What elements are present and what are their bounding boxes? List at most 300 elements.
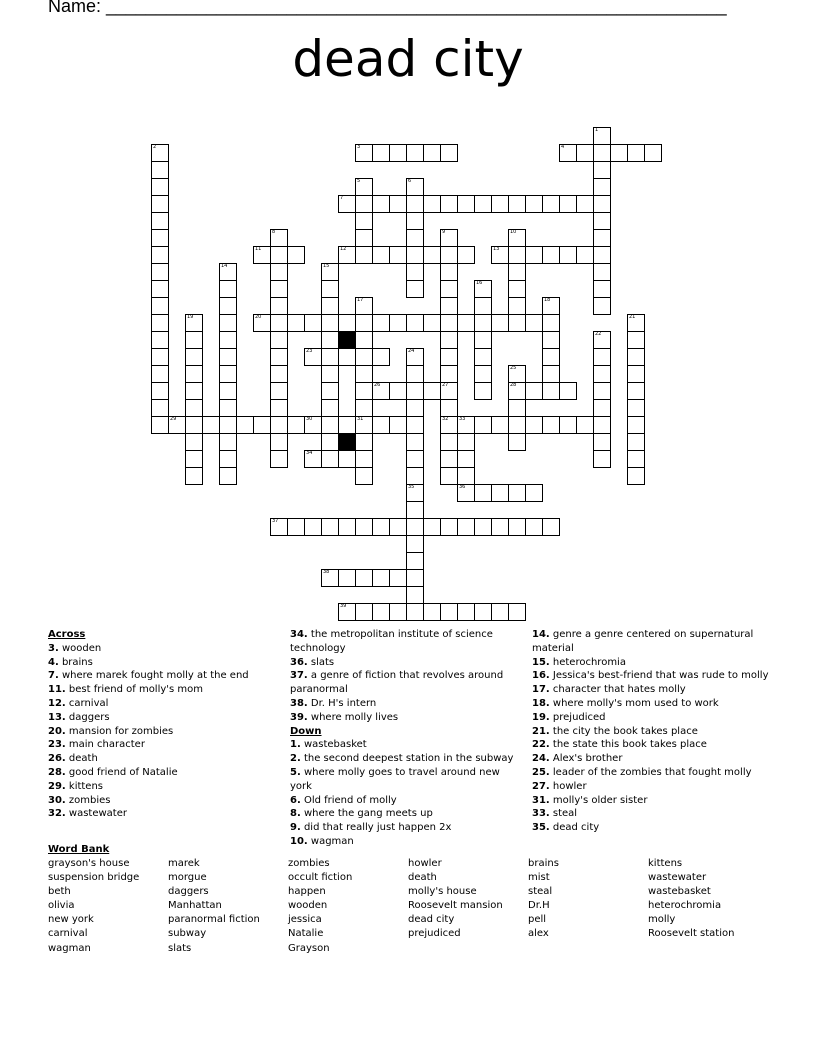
- grid-cell[interactable]: [559, 382, 577, 400]
- grid-cell[interactable]: [491, 518, 509, 536]
- grid-cell[interactable]: [406, 144, 424, 162]
- grid-cell[interactable]: [372, 382, 390, 400]
- grid-cell[interactable]: [491, 484, 509, 502]
- grid-cell[interactable]: [627, 416, 645, 434]
- grid-cell[interactable]: [474, 280, 492, 298]
- grid-cell[interactable]: [474, 382, 492, 400]
- grid-cell[interactable]: [389, 382, 407, 400]
- grid-cell[interactable]: [151, 416, 169, 434]
- grid-cell[interactable]: [508, 246, 526, 264]
- grid-cell[interactable]: [474, 484, 492, 502]
- grid-cell[interactable]: [593, 382, 611, 400]
- grid-cell[interactable]: [559, 246, 577, 264]
- grid-cell[interactable]: [236, 416, 254, 434]
- grid-cell[interactable]: [440, 450, 458, 468]
- grid-cell[interactable]: [406, 246, 424, 264]
- grid-cell[interactable]: [151, 229, 169, 247]
- grid-cell[interactable]: [151, 246, 169, 264]
- grid-cell[interactable]: [372, 314, 390, 332]
- grid-cell[interactable]: [270, 433, 288, 451]
- grid-cell[interactable]: [151, 382, 169, 400]
- clue-number-label: 9.: [290, 822, 301, 834]
- grid-cell[interactable]: [593, 229, 611, 247]
- grid-cell[interactable]: [440, 314, 458, 332]
- grid-cell[interactable]: [406, 552, 424, 570]
- grid-cell[interactable]: [389, 603, 407, 621]
- grid-cell[interactable]: [372, 348, 390, 366]
- grid-cell[interactable]: [321, 518, 339, 536]
- grid-cell[interactable]: [559, 195, 577, 213]
- grid-cell[interactable]: [355, 518, 373, 536]
- grid-cell[interactable]: [168, 416, 186, 434]
- grid-cell[interactable]: [270, 399, 288, 417]
- grid-cell[interactable]: [270, 382, 288, 400]
- grid-cell[interactable]: [389, 246, 407, 264]
- grid-cell[interactable]: [593, 263, 611, 281]
- grid-cell[interactable]: [542, 195, 560, 213]
- grid-cell[interactable]: [440, 263, 458, 281]
- grid-cell[interactable]: [185, 331, 203, 349]
- grid-cell[interactable]: [253, 246, 271, 264]
- grid-cell[interactable]: [321, 331, 339, 349]
- grid-cell[interactable]: [593, 246, 611, 264]
- grid-cell[interactable]: [372, 246, 390, 264]
- grid-cell[interactable]: [525, 518, 543, 536]
- grid-cell[interactable]: [457, 603, 475, 621]
- grid-cell[interactable]: [508, 297, 526, 315]
- grid-cell[interactable]: [406, 586, 424, 604]
- grid-cell[interactable]: [406, 365, 424, 383]
- grid-cell[interactable]: [406, 603, 424, 621]
- clue-number-label: 28.: [48, 766, 66, 778]
- grid-cell[interactable]: [338, 314, 356, 332]
- grid-cell[interactable]: [593, 399, 611, 417]
- clue-text: Alex's brother: [549, 753, 623, 765]
- grid-cell[interactable]: [508, 229, 526, 247]
- grid-cell[interactable]: [185, 467, 203, 485]
- grid-cell[interactable]: [185, 450, 203, 468]
- grid-cell[interactable]: [457, 416, 475, 434]
- grid-cell[interactable]: [355, 348, 373, 366]
- grid-cell[interactable]: [372, 603, 390, 621]
- grid-cell[interactable]: [219, 433, 237, 451]
- grid-cell[interactable]: [355, 178, 373, 196]
- grid-cell[interactable]: [185, 433, 203, 451]
- grid-cell[interactable]: [151, 348, 169, 366]
- grid-cell[interactable]: [491, 603, 509, 621]
- grid-cell[interactable]: [338, 450, 356, 468]
- grid-cell[interactable]: [474, 331, 492, 349]
- clues-column-3: [532, 628, 772, 835]
- grid-cell[interactable]: [372, 569, 390, 587]
- grid-cell[interactable]: [406, 212, 424, 230]
- grid-cell[interactable]: [525, 484, 543, 502]
- clue-item: [290, 669, 522, 697]
- grid-cell[interactable]: [457, 433, 475, 451]
- grid-cell[interactable]: [270, 518, 288, 536]
- grid-cell[interactable]: [321, 263, 339, 281]
- grid-cell[interactable]: [219, 382, 237, 400]
- grid-cell[interactable]: [389, 314, 407, 332]
- grid-cell[interactable]: [355, 382, 373, 400]
- grid-cell[interactable]: [219, 314, 237, 332]
- grid-cell[interactable]: [355, 399, 373, 417]
- grid-cell[interactable]: [219, 331, 237, 349]
- grid-cell[interactable]: [338, 416, 356, 434]
- grid-cell[interactable]: [542, 297, 560, 315]
- grid-cell[interactable]: [593, 195, 611, 213]
- grid-cell[interactable]: [542, 365, 560, 383]
- grid-cell[interactable]: [406, 229, 424, 247]
- grid-cell[interactable]: [593, 450, 611, 468]
- clue-item: [48, 780, 278, 794]
- grid-cell[interactable]: [440, 603, 458, 621]
- grid-cell[interactable]: [542, 518, 560, 536]
- grid-cell[interactable]: [406, 450, 424, 468]
- grid-cell[interactable]: [355, 297, 373, 315]
- grid-cell[interactable]: [338, 603, 356, 621]
- grid-cell[interactable]: [406, 195, 424, 213]
- grid-cell[interactable]: [321, 450, 339, 468]
- grid-cell[interactable]: [355, 314, 373, 332]
- grid-cell[interactable]: [474, 195, 492, 213]
- grid-cell[interactable]: [185, 416, 203, 434]
- grid-cell[interactable]: [440, 144, 458, 162]
- grid-cell[interactable]: [542, 246, 560, 264]
- grid-cell[interactable]: [627, 433, 645, 451]
- grid-cell[interactable]: [440, 365, 458, 383]
- grid-cell[interactable]: [406, 518, 424, 536]
- grid-cell[interactable]: [355, 229, 373, 247]
- grid-cell[interactable]: [355, 365, 373, 383]
- grid-cell[interactable]: [406, 178, 424, 196]
- grid-cell[interactable]: [270, 229, 288, 247]
- grid-cell[interactable]: [593, 416, 611, 434]
- grid-cell[interactable]: [440, 246, 458, 264]
- grid-cell[interactable]: [151, 399, 169, 417]
- grid-cell[interactable]: [406, 416, 424, 434]
- grid-cell[interactable]: [457, 246, 475, 264]
- clue-item: [290, 738, 522, 752]
- grid-cell[interactable]: [593, 348, 611, 366]
- grid-cell[interactable]: [627, 365, 645, 383]
- grid-cell[interactable]: [440, 467, 458, 485]
- grid-cell[interactable]: [151, 280, 169, 298]
- grid-cell[interactable]: [525, 246, 543, 264]
- grid-cell[interactable]: [219, 297, 237, 315]
- grid-cell[interactable]: [270, 246, 288, 264]
- grid-cell[interactable]: [542, 416, 560, 434]
- grid-cell[interactable]: [270, 314, 288, 332]
- grid-cell[interactable]: [457, 195, 475, 213]
- grid-cell[interactable]: [593, 212, 611, 230]
- grid-cell[interactable]: [270, 416, 288, 434]
- grid-cell[interactable]: [593, 365, 611, 383]
- grid-cell[interactable]: [202, 416, 220, 434]
- grid-cell[interactable]: [270, 331, 288, 349]
- grid-cell[interactable]: [338, 348, 356, 366]
- grid-cell[interactable]: [627, 331, 645, 349]
- grid-cell[interactable]: [355, 569, 373, 587]
- grid-cell[interactable]: [644, 144, 662, 162]
- grid-cell[interactable]: [508, 365, 526, 383]
- grid-cell[interactable]: [151, 263, 169, 281]
- grid-cell[interactable]: [627, 467, 645, 485]
- grid-cell[interactable]: [185, 382, 203, 400]
- grid-cell[interactable]: [151, 212, 169, 230]
- grid-cell[interactable]: [389, 569, 407, 587]
- grid-cell[interactable]: [457, 467, 475, 485]
- grid-cell[interactable]: [151, 331, 169, 349]
- grid-cell[interactable]: [474, 416, 492, 434]
- clue-item: [48, 642, 278, 656]
- grid-cell[interactable]: [406, 501, 424, 519]
- grid-cell[interactable]: [151, 195, 169, 213]
- grid-cell[interactable]: [559, 416, 577, 434]
- grid-cell[interactable]: [593, 331, 611, 349]
- word-bank-item: wagman: [48, 942, 91, 954]
- grid-cell[interactable]: [219, 348, 237, 366]
- grid-cell[interactable]: [542, 331, 560, 349]
- grid-cell[interactable]: [627, 314, 645, 332]
- grid-cell[interactable]: [304, 450, 322, 468]
- grid-cell[interactable]: [406, 399, 424, 417]
- grid-cell[interactable]: [457, 484, 475, 502]
- grid-cell[interactable]: [270, 280, 288, 298]
- grid-cell[interactable]: [185, 365, 203, 383]
- grid-cell[interactable]: [440, 331, 458, 349]
- grid-cell[interactable]: [355, 195, 373, 213]
- grid-cell[interactable]: [219, 467, 237, 485]
- grid-cell[interactable]: [525, 314, 543, 332]
- grid-cell[interactable]: [406, 569, 424, 587]
- grid-cell[interactable]: [338, 569, 356, 587]
- grid-cell[interactable]: [304, 314, 322, 332]
- grid-cell[interactable]: [219, 416, 237, 434]
- grid-cell[interactable]: [270, 297, 288, 315]
- grid-cell[interactable]: [372, 416, 390, 434]
- grid-cell[interactable]: [321, 280, 339, 298]
- grid-cell[interactable]: [287, 246, 305, 264]
- clue-number: 19: [187, 314, 194, 320]
- grid-cell[interactable]: [219, 365, 237, 383]
- grid-cell[interactable]: [253, 314, 271, 332]
- grid-cell[interactable]: [423, 195, 441, 213]
- grid-cell[interactable]: [440, 229, 458, 247]
- grid-cell[interactable]: [440, 382, 458, 400]
- grid-cell[interactable]: [593, 127, 611, 145]
- grid-cell[interactable]: [304, 518, 322, 536]
- grid-cell[interactable]: [576, 144, 594, 162]
- grid-cell[interactable]: [151, 161, 169, 179]
- grid-cell[interactable]: [423, 603, 441, 621]
- grid-cell[interactable]: [627, 348, 645, 366]
- grid-cell[interactable]: [406, 314, 424, 332]
- grid-cell[interactable]: [338, 195, 356, 213]
- grid-cell[interactable]: [440, 399, 458, 417]
- grid-cell[interactable]: [355, 144, 373, 162]
- grid-cell[interactable]: [508, 416, 526, 434]
- grid-cell[interactable]: [457, 518, 475, 536]
- grid-cell[interactable]: [474, 348, 492, 366]
- grid-cell[interactable]: [542, 314, 560, 332]
- grid-cell[interactable]: [423, 246, 441, 264]
- grid-cell[interactable]: [440, 433, 458, 451]
- grid-cell[interactable]: [355, 212, 373, 230]
- grid-cell[interactable]: [406, 348, 424, 366]
- grid-cell[interactable]: [593, 161, 611, 179]
- grid-cell[interactable]: [610, 144, 628, 162]
- grid-cell[interactable]: [406, 484, 424, 502]
- grid-cell[interactable]: [406, 382, 424, 400]
- grid-cell[interactable]: [406, 535, 424, 553]
- grid-cell[interactable]: [440, 195, 458, 213]
- grid-cell[interactable]: [151, 365, 169, 383]
- grid-cell[interactable]: [219, 280, 237, 298]
- grid-cell[interactable]: [304, 348, 322, 366]
- grid-cell[interactable]: [474, 297, 492, 315]
- grid-cell[interactable]: [219, 399, 237, 417]
- grid-cell[interactable]: [474, 518, 492, 536]
- grid-cell[interactable]: [474, 603, 492, 621]
- grid-cell[interactable]: [219, 263, 237, 281]
- clue-number-label: 23.: [48, 739, 66, 751]
- grid-cell[interactable]: [440, 348, 458, 366]
- grid-cell[interactable]: [440, 518, 458, 536]
- grid-cell[interactable]: [321, 399, 339, 417]
- clue-text: the state this book takes place: [549, 739, 707, 751]
- grid-cell[interactable]: [304, 416, 322, 434]
- grid-cell[interactable]: [287, 314, 305, 332]
- grid-cell[interactable]: [321, 382, 339, 400]
- grid-cell[interactable]: [270, 263, 288, 281]
- grid-cell[interactable]: [508, 280, 526, 298]
- grid-cell[interactable]: [151, 297, 169, 315]
- grid-cell[interactable]: [355, 467, 373, 485]
- grid-cell[interactable]: [508, 263, 526, 281]
- grid-cell[interactable]: [457, 450, 475, 468]
- grid-cell[interactable]: [593, 178, 611, 196]
- grid-cell[interactable]: [542, 382, 560, 400]
- grid-cell[interactable]: [321, 297, 339, 315]
- clue-number-label: 37.: [290, 670, 308, 682]
- grid-cell[interactable]: [508, 195, 526, 213]
- grid-cell[interactable]: [355, 603, 373, 621]
- grid-cell[interactable]: [185, 399, 203, 417]
- grid-cell[interactable]: [508, 314, 526, 332]
- grid-cell[interactable]: [491, 314, 509, 332]
- grid-cell[interactable]: [219, 450, 237, 468]
- grid-cell[interactable]: [355, 246, 373, 264]
- grid-cell[interactable]: [440, 416, 458, 434]
- grid-cell[interactable]: [576, 246, 594, 264]
- grid-cell[interactable]: [491, 246, 509, 264]
- grid-cell[interactable]: [321, 314, 339, 332]
- grid-cell[interactable]: [287, 518, 305, 536]
- grid-cell[interactable]: [355, 416, 373, 434]
- grid-cell[interactable]: [525, 416, 543, 434]
- grid-cell[interactable]: [338, 246, 356, 264]
- grid-cell[interactable]: [406, 467, 424, 485]
- grid-cell[interactable]: [389, 416, 407, 434]
- grid-cell[interactable]: [508, 382, 526, 400]
- grid-cell[interactable]: [525, 195, 543, 213]
- grid-cell[interactable]: [372, 144, 390, 162]
- grid-cell[interactable]: [627, 382, 645, 400]
- grid-cell[interactable]: [270, 348, 288, 366]
- clue-number: 28: [510, 382, 517, 388]
- grid-cell[interactable]: [321, 348, 339, 366]
- grid-cell[interactable]: [389, 195, 407, 213]
- grid-cell[interactable]: [423, 518, 441, 536]
- grid-cell[interactable]: [321, 365, 339, 383]
- grid-cell[interactable]: [559, 144, 577, 162]
- grid-cell[interactable]: [321, 569, 339, 587]
- grid-cell[interactable]: [508, 433, 526, 451]
- grid-cell[interactable]: [593, 144, 611, 162]
- grid-cell[interactable]: [406, 263, 424, 281]
- clue-item: [48, 711, 278, 725]
- grid-cell[interactable]: [372, 195, 390, 213]
- grid-cell[interactable]: [423, 314, 441, 332]
- grid-cell[interactable]: [406, 433, 424, 451]
- grid-cell[interactable]: [593, 280, 611, 298]
- grid-cell[interactable]: [593, 297, 611, 315]
- grid-cell[interactable]: [355, 433, 373, 451]
- grid-cell[interactable]: [508, 518, 526, 536]
- grid-cell[interactable]: [542, 348, 560, 366]
- grid-cell[interactable]: [355, 331, 373, 349]
- grid-cell[interactable]: [593, 433, 611, 451]
- grid-cell[interactable]: [627, 450, 645, 468]
- grid-cell[interactable]: [627, 399, 645, 417]
- grid-cell[interactable]: [508, 603, 526, 621]
- grid-cell[interactable]: [270, 450, 288, 468]
- grid-cell[interactable]: [355, 450, 373, 468]
- grid-cell[interactable]: [474, 365, 492, 383]
- grid-cell[interactable]: [321, 416, 339, 434]
- grid-cell[interactable]: [491, 195, 509, 213]
- grid-cell[interactable]: [423, 382, 441, 400]
- grid-cell[interactable]: [440, 297, 458, 315]
- grid-cell[interactable]: [508, 399, 526, 417]
- grid-cell[interactable]: [508, 484, 526, 502]
- grid-cell[interactable]: [474, 314, 492, 332]
- grid-cell[interactable]: [576, 416, 594, 434]
- grid-cell[interactable]: [440, 280, 458, 298]
- grid-cell[interactable]: [253, 416, 271, 434]
- grid-cell[interactable]: [389, 518, 407, 536]
- grid-cell[interactable]: [406, 280, 424, 298]
- grid-cell[interactable]: [457, 314, 475, 332]
- grid-cell[interactable]: [627, 144, 645, 162]
- grid-cell[interactable]: [151, 314, 169, 332]
- grid-cell[interactable]: [287, 416, 305, 434]
- grid-cell[interactable]: [423, 144, 441, 162]
- grid-cell[interactable]: [338, 518, 356, 536]
- grid-cell[interactable]: [151, 178, 169, 196]
- grid-cell[interactable]: [576, 195, 594, 213]
- grid-cell[interactable]: [151, 144, 169, 162]
- grid-cell[interactable]: [185, 314, 203, 332]
- grid-cell[interactable]: [525, 382, 543, 400]
- grid-cell[interactable]: [491, 416, 509, 434]
- grid-cell[interactable]: [321, 433, 339, 451]
- grid-cell[interactable]: [389, 144, 407, 162]
- grid-cell[interactable]: [270, 365, 288, 383]
- grid-cell[interactable]: [185, 348, 203, 366]
- grid-cell[interactable]: [372, 518, 390, 536]
